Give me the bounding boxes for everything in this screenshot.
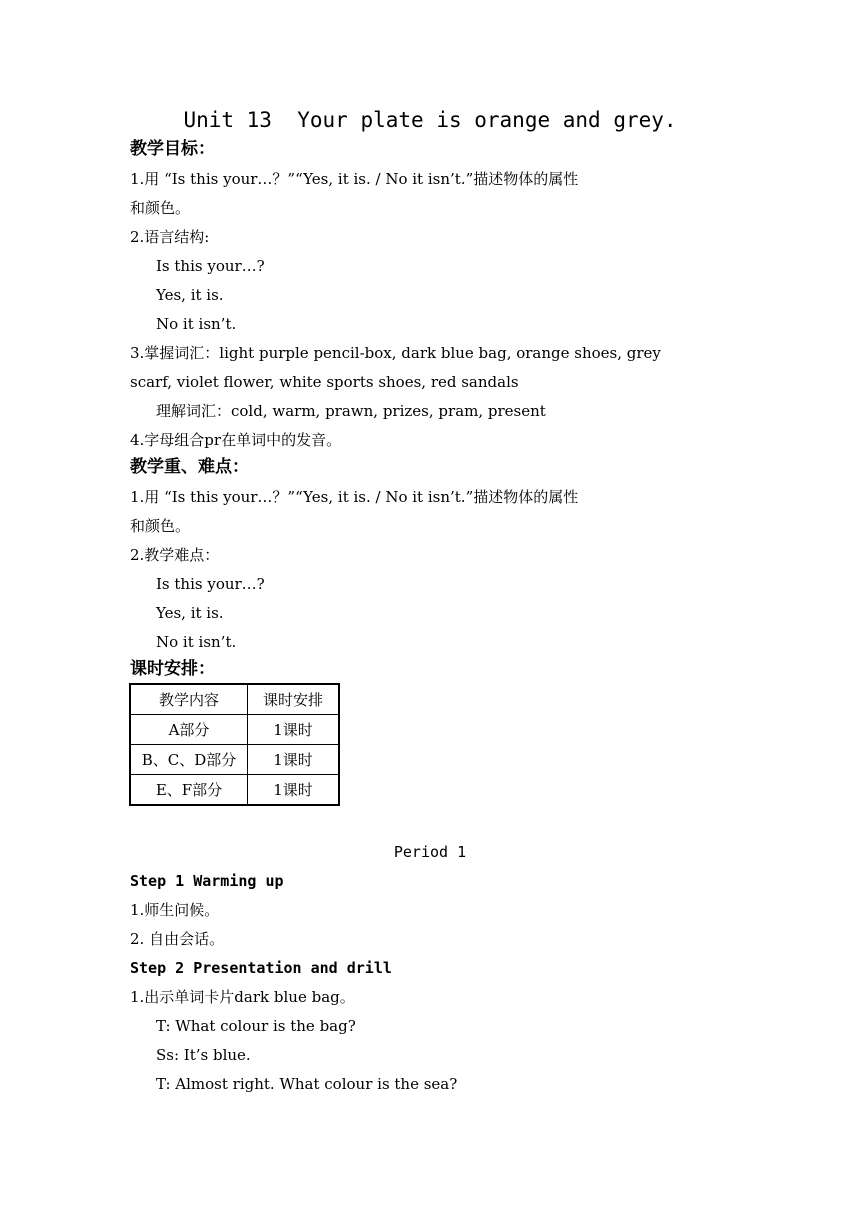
objective-line-3-cont: scarf, violet flower, white sports shoes, red sandals [130,373,519,391]
step-1-heading: Step 1 Warming up [130,872,284,890]
schedule-table [129,683,340,806]
schedule-heading: 课时安排： [130,659,215,679]
table-cell: E、F部分 [130,775,248,806]
table-cell: 1课时 [248,715,340,745]
table-cell: 1课时 [248,775,340,806]
period-title: Period 1 [393,843,467,861]
objective-line-1-cont: 和颜色。 [130,199,191,217]
table-header-content: 教学内容 [130,684,248,715]
structure-sentence-1: Is this your…? [156,257,265,275]
step-1-line-2: 2. 自由会话。 [130,930,225,948]
dialogue-line-2: Ss: It’s blue. [156,1046,251,1064]
objective-line-4: 4.字母组合pr在单词中的发音。 [130,431,342,449]
dialogue-line-3: T: Almost right. What colour is the sea? [156,1075,458,1093]
objective-line-2: 2.语言结构: [130,228,210,246]
objective-line-3: 3.掌握词汇：light purple pencil-box, dark blue bag, orange shoes, grey [130,344,661,362]
table-header-row [130,684,339,715]
table-row [130,775,339,806]
difficulty-sentence-1: Is this your…? [156,575,265,593]
difficulty-line-1: 1.用 “Is this your…？”“Yes, it is. / No it isn’t.”描述物体的属性 [130,488,579,506]
table-row [130,745,339,775]
dialogue-line-1: T: What colour is the bag? [156,1017,356,1035]
structure-sentence-3: No it isn’t. [156,315,237,333]
step-2-heading: Step 2 Presentation and drill [130,959,392,977]
difficulty-line-1-cont: 和颜色。 [130,517,191,535]
table-header-periods: 课时安排 [248,684,340,715]
table-cell: 1课时 [248,745,340,775]
step-2-line-1: 1.出示单词卡片dark blue bag。 [130,988,355,1006]
table-cell: B、C、D部分 [130,745,248,775]
objectives-heading: 教学目标： [130,139,215,159]
difficulty-line-2: 2.教学难点： [130,546,220,564]
table-row [130,715,339,745]
difficulties-heading: 教学重、难点： [130,457,249,477]
difficulty-sentence-2: Yes, it is. [156,604,224,622]
objective-line-3-understand: 理解词汇：cold, warm, prawn, prizes, pram, present [156,402,546,420]
objective-line-1: 1.用 “Is this your…？”“Yes, it is. / No it isn’t.”描述物体的属性 [130,170,579,188]
table-cell: A部分 [130,715,248,745]
difficulty-sentence-3: No it isn’t. [156,633,237,651]
step-1-line-1: 1.师生问候。 [130,901,220,919]
structure-sentence-2: Yes, it is. [156,286,224,304]
document-title: Unit 13 Your plate is orange and grey. [183,108,677,132]
